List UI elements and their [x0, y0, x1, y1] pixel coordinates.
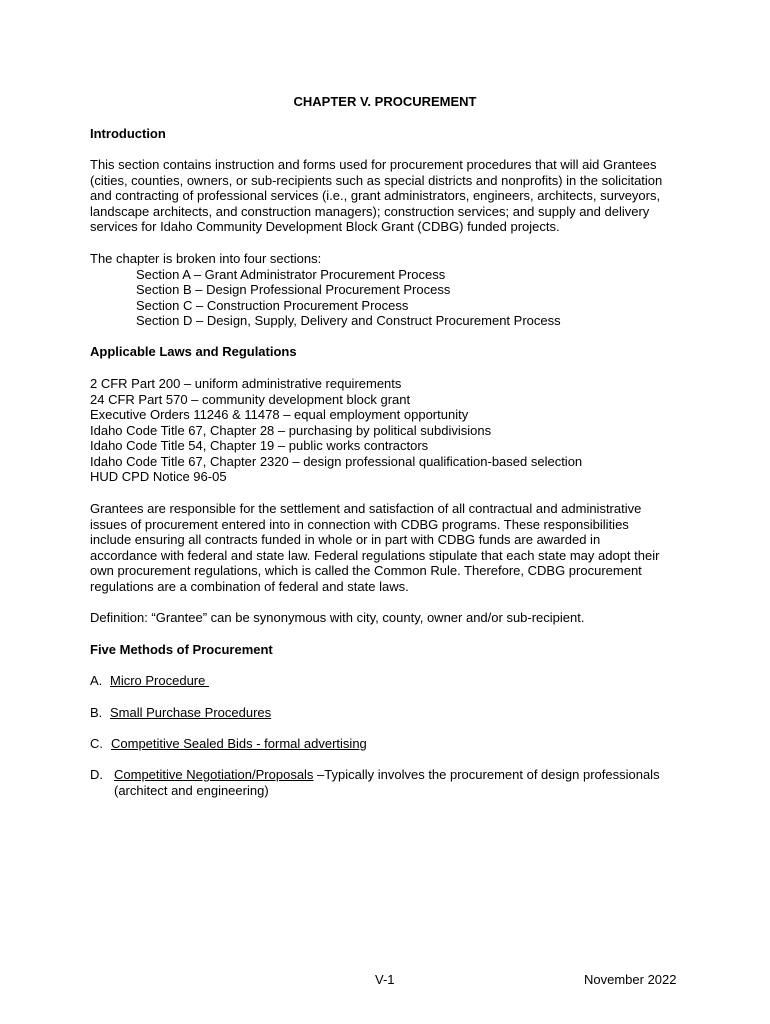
method-item-c [90, 736, 680, 752]
method-letter: D. [90, 767, 103, 782]
paragraph-line: own procurement regulations, which is called the Common Rule. Therefore, CDBG procurement [90, 563, 642, 578]
method-link-competitive-sealed-bids[interactable]: Competitive Sealed Bids - formal advertising [111, 736, 367, 751]
method-letter: C. [90, 736, 103, 751]
section-item-a: Section A – Grant Administrator Procurement Process [136, 266, 446, 282]
grantee-definition: Definition: “Grantee” can be synonymous with city, county, owner and/or sub-recipient. [90, 610, 585, 625]
law-item: Idaho Code Title 67, Chapter 28 – purchasing by political subdivisions [90, 422, 492, 438]
introduction-heading: Introduction [90, 126, 166, 141]
page-title: CHAPTER V. PROCUREMENT [293, 94, 477, 109]
paragraph-line: Grantees are responsible for the settlement and satisfaction of all contractual and administrative [90, 501, 642, 516]
paragraph-line: regulations are a combination of federal and state laws. [90, 578, 409, 594]
law-item: HUD CPD Notice 96-05 [90, 469, 227, 484]
responsibility-paragraph [90, 501, 680, 594]
paragraph-line: landscape architects, and construction managers); construction services; and supply and delivery [90, 203, 650, 219]
method-letter: B. [90, 705, 103, 720]
method-link-small-purchase[interactable]: Small Purchase Procedures [110, 705, 272, 720]
paragraph-line: This section contains instruction and forms used for procurement procedures that will aid Grantees [90, 157, 657, 172]
footer-page-number: V-1 [375, 972, 395, 987]
law-item: 24 CFR Part 570 – community development block grant [90, 391, 411, 407]
section-item-b: Section B – Design Professional Procurement Process [136, 282, 451, 297]
section-item-c: Section C – Construction Procurement Process [136, 297, 409, 313]
method-item-b [90, 705, 680, 721]
sections-intro: The chapter is broken into four sections: [90, 251, 322, 266]
paragraph-line: accordance with federal and state law. Federal regulations stipulate that each state may adopt their [90, 547, 660, 563]
sections-list [90, 251, 680, 329]
law-item: Executive Orders 11246 & 11478 – equal employment opportunity [90, 407, 469, 422]
paragraph-line: and contracting of professional services (i.e., grant administrators, engineers, architects, surveyors, [90, 188, 661, 203]
laws-heading: Applicable Laws and Regulations [90, 344, 297, 359]
paragraph-line: issues of procurement entered into in connection with CDBG programs. These responsibilities [90, 516, 629, 532]
method-item-a [90, 673, 680, 689]
method-link-micro-procedure[interactable]: Micro Procedure [110, 673, 209, 688]
law-item: 2 CFR Part 200 – uniform administrative requirements [90, 376, 402, 391]
laws-list [90, 376, 680, 485]
footer-date: November 2022 [584, 972, 677, 987]
paragraph-line: include ensuring all contracts funded in whole or in part with CDBG funds are awarded in [90, 532, 601, 547]
method-d-description-cont: (architect and engineering) [114, 782, 269, 798]
paragraph-line: services for Idaho Community Development Block Grant (CDBG) funded projects. [90, 219, 560, 234]
paragraph-line: (cities, counties, owners, or sub-recipients such as special districts and nonprofits) in the solicitation [90, 172, 663, 188]
method-letter: A. [90, 673, 103, 688]
law-item: Idaho Code Title 54, Chapter 19 – public works contractors [90, 438, 429, 453]
methods-heading: Five Methods of Procurement [90, 642, 273, 657]
method-d-description: –Typically involves the procurement of design professionals [313, 767, 660, 782]
introduction-paragraph [90, 157, 680, 235]
method-item-d [90, 767, 680, 798]
law-item: Idaho Code Title 67, Chapter 2320 – design professional qualification-based selection [90, 453, 583, 469]
method-link-competitive-negotiation[interactable]: Competitive Negotiation/Proposals [114, 767, 314, 782]
method-d-body [114, 767, 680, 798]
section-item-d: Section D – Design, Supply, Delivery and Construct Procurement Process [136, 313, 561, 328]
